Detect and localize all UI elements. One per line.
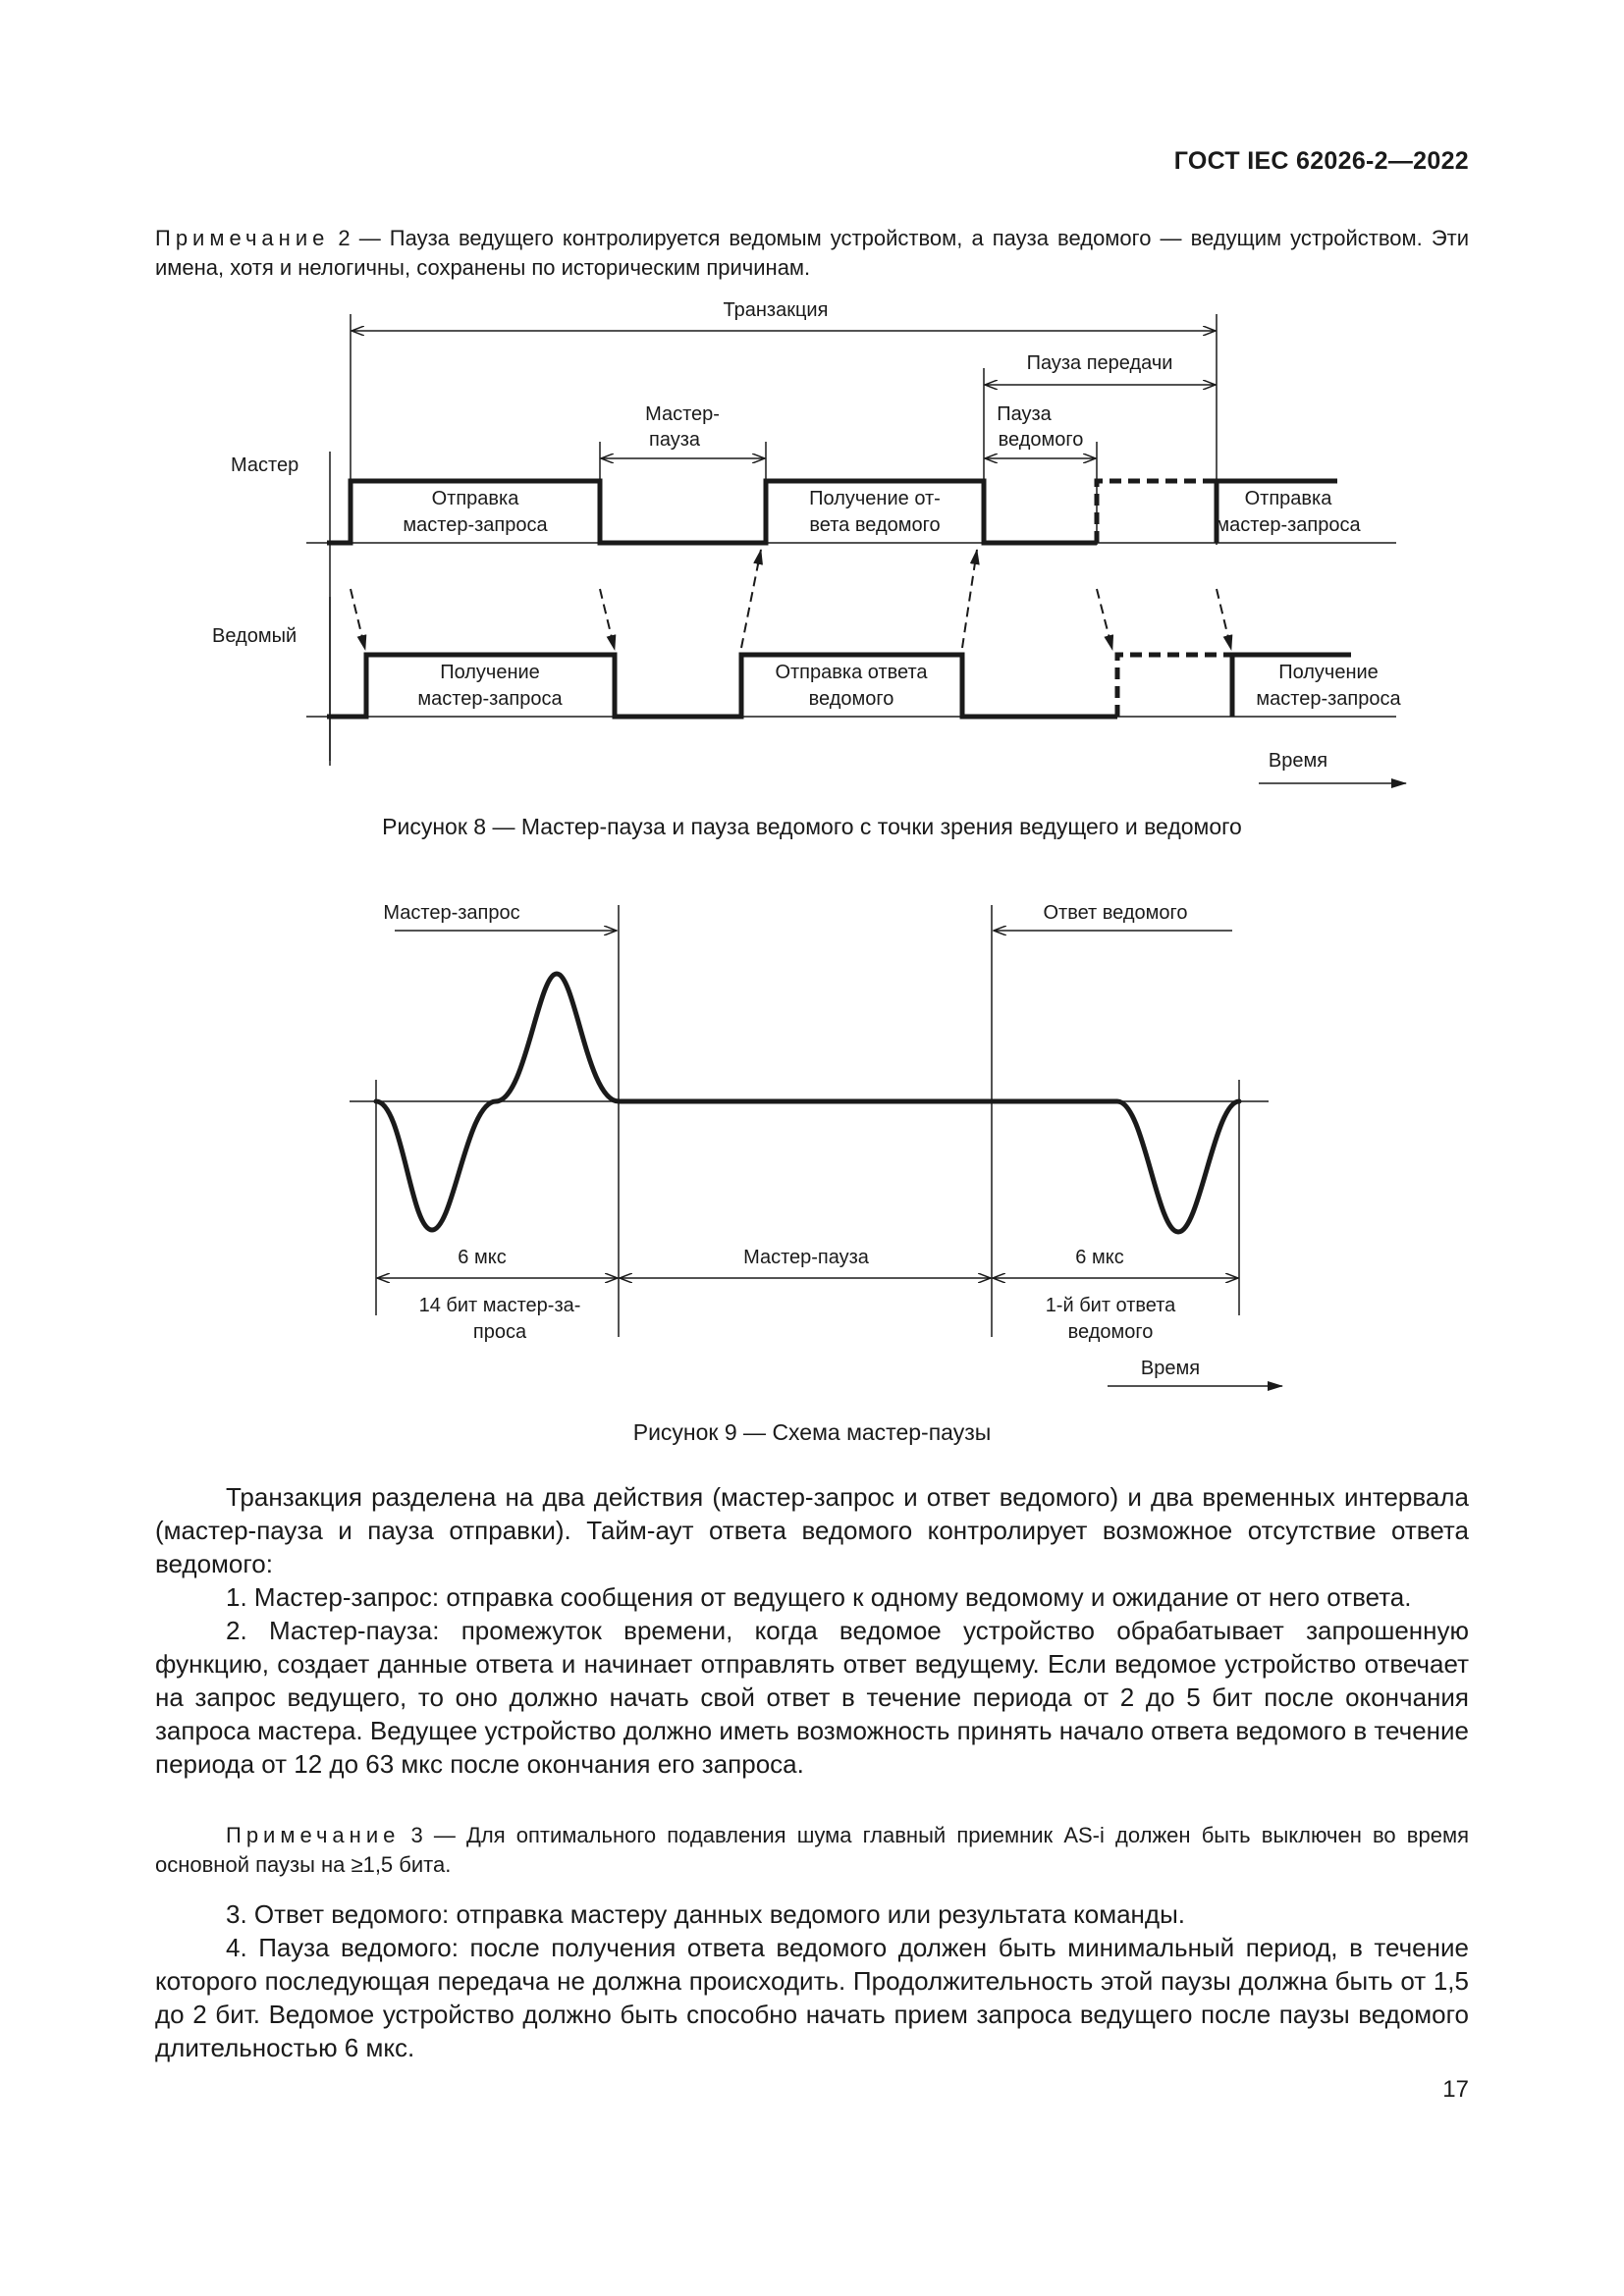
label-send-response-line1: Отправка ответа [775,662,928,683]
note-3 [155,1821,1469,1880]
causal-arrow-dashed-1 [1097,589,1112,650]
note-2-label: Примечание [155,226,330,250]
paragraph-master-pause: 2. Мастер-пауза: промежуток времени, когда ведомое устройство обрабатывает запрошенную функцию, создает данные ответа и начинает отправлять ответ ведущему. Если ведомое устройство отвечает на запрос ведущего, то оно должно начать свой ответ в течение периода от 2 до 5 бит после окончания запроса мастера. Ведущее устройство должно иметь возможность принять начало ответа ведомого в течение периода от 12 до 63 мкс после окончания его запроса. [155,1616,1469,1779]
causal-arrow-end-response [962,550,977,648]
label-master: Мастер [231,454,299,476]
paragraph-transaction: Транзакция разделена на два действия (мастер-запрос и ответ ведомого) и два временных интервала (мастер-пауза и пауза отправки). Тайм-аут ответа ведомого контролирует возможное отсутствие ответа ведомого: [155,1482,1469,1578]
label-master-pause-line2: пауза [648,429,701,451]
causal-arrow-dashed-2 [1217,589,1231,650]
label-send-response-line2: ведомого [808,688,894,710]
paragraph-slave-response: 3. Ответ ведомого: отправка мастеру данных ведомого или результата команды. [226,1899,1185,1929]
figure-8-caption: Рисунок 8 — Мастер-пауза и пауза ведомого с точки зрения ведущего и ведомого [382,814,1242,839]
body-text-block-1 [155,1480,1469,1781]
label-slave: Ведомый [212,625,298,647]
figure-9-caption: Рисунок 9 — Схема мастер-паузы [632,1419,992,1445]
label-send-request-line1: Отправка [431,488,519,509]
label-time: Время [1268,750,1328,772]
label-send-request-line2: мастер-запроса [403,514,548,536]
label-6us-a: 6 мкс [458,1247,507,1268]
label-receive-request2-line1: Получение [1278,662,1379,683]
note-2-text: 2 — Пауза ведущего контролируется ведомым устройством, а пауза ведомого — ведущим устройством. Эти имена, хотя и нелогичны, сохранены по историческим причинам. [155,226,1469,280]
slave-signal-dashed [1117,655,1232,717]
label-receive-request-line1: Получение [440,662,540,683]
causal-arrow-send-request [351,589,365,650]
master-signal-dashed [1097,481,1217,543]
paragraph-slave-pause: 4. Пауза ведомого: после получения ответа ведомого должен быть минимальный период, в течение которого последующая передача не должна происходить. Продолжительность этой паузы должна быть от 1,5 до 2 бит. Ведомое устройство должно быть способно начать прием запроса ведущего после паузы ведомого длительностью 6 мкс. [155,1933,1469,2062]
label-time-2: Время [1140,1358,1201,1379]
bit-waveform [376,974,1239,1232]
label-transaction: Транзакция [723,299,829,321]
page-number: 17 [1442,2076,1469,2103]
label-master-request: Мастер-запрос [383,902,520,924]
causal-arrow-start-response [741,550,761,648]
label-14bit-line1: 14 бит мастер-за- [418,1295,581,1316]
standard-designation: ГОСТ IEC 62026-2—2022 [1173,147,1469,175]
note-3-label: Примечание [226,1823,401,1847]
note-3-text: 3 — Для оптимального подавления шума главный приемник AS-i должен быть выключен во время основной паузы на ≥1,5 бита. [155,1823,1469,1877]
label-master-pause: Мастер-пауза [743,1247,869,1268]
label-14bit-line2: проса [472,1321,527,1343]
label-send-request2-line2: мастер-запроса [1216,514,1361,536]
label-receive-response-line1: Получение от- [809,488,941,509]
body-text-block-2 [155,1897,1469,2064]
figure-9-waveform-diagram [0,883,1624,1404]
label-6us-b: 6 мкс [1075,1247,1124,1268]
figure-8-timing-diagram [0,285,1624,820]
label-slave-pause-line2: ведомого [998,429,1084,451]
causal-arrow-end-request [600,589,615,650]
label-1bit-line1: 1-й бит ответа [1045,1295,1176,1316]
paragraph-master-request: 1. Мастер-запрос: отправка сообщения от ведущего к одному ведомому и ожидание от него ответа. [226,1582,1412,1612]
label-receive-response-line2: вета ведомого [809,514,941,536]
label-1bit-line2: ведомого [1067,1321,1154,1343]
label-slave-pause-line1: Пауза [997,403,1052,425]
label-send-request2-line1: Отправка [1244,488,1332,509]
label-transfer-pause: Пауза передачи [1026,352,1173,374]
note-2 [155,224,1469,283]
label-master-pause-line1: Мастер- [645,403,720,425]
label-receive-request2-line2: мастер-запроса [1256,688,1401,710]
label-slave-response: Ответ ведомого [1043,902,1188,924]
label-receive-request-line2: мастер-запроса [417,688,563,710]
